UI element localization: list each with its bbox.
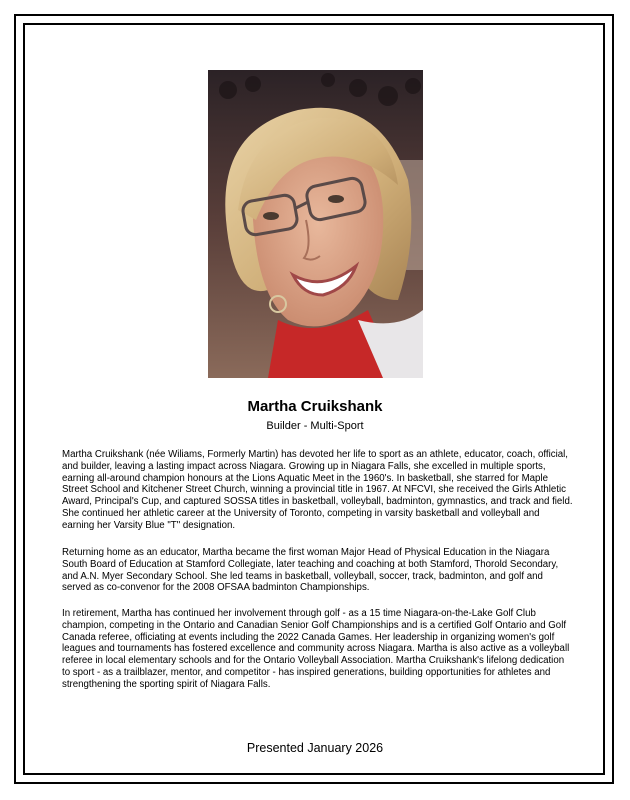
bio-paragraph-1: Martha Cruikshank (née Wiliams, Formerly Martin) has devoted her life to sport as an athlete, educator, coach, official, and builder, leaving a lasting impact across Niagara. Growing up in Niagara Falls, she excelled in multiple sports, earning all-around champion honours at the Lions Aquatic Meet in the 1960's. In basketball, she starred for Maple Street School and Kitchener Street Church, winning a provincial title in 1967. At NFCVI, she received the Girls Athletic Award, Principal's Cup, and captured SOSSA titles in basketball, volleyball, badminton, gymnastics, and track and field. She continued her athletic career at the University of Toronto, competing in varsity basketball and volleyball and earning her Varsity Blue "T" designation.: [62, 449, 573, 531]
inductee-category: Builder - Multi-Sport: [266, 420, 364, 432]
portrait-photo: [208, 70, 423, 378]
bio-paragraph-2: Returning home as an educator, Martha became the first woman Major Head of Physical Education in the Niagara South Board of Education at Stamford Collegiate, later teaching and coaching at both Stamford, Thorold Secondary, and A.N. Myer Secondary School. She led teams in basketball, volleyball, soccer, track, badminton, and golf and served as co-convenor for the 2008 OFSAA badminton Championships.: [62, 547, 559, 594]
presented-date: Presented January 2026: [246, 741, 384, 755]
bio-paragraph-3: In retirement, Martha has continued her involvement through golf - as a 15 time Niagara-on-the-Lake Golf Club champion, competing in the Ontario and Canadian Senior Golf Championships and is a certified Golf Ontario and Golf Canada referee, officiating at events including the 2022 Canada Games. Her leadership in organizing women's golf leagues and tournaments has fostered excellence and community across Niagara. Martha is also active as a volleyball referee in local elementary schools and for the Ontario Volleyball Association. Martha Cruikshank's lifelong dedication to sport - as a trailblazer, mentor, and competitor - has inspired generations, building opportunities for athletes and strengthening the sporting spirit of Niagara Falls.: [62, 608, 570, 690]
inductee-name: Martha Cruikshank: [247, 398, 383, 415]
